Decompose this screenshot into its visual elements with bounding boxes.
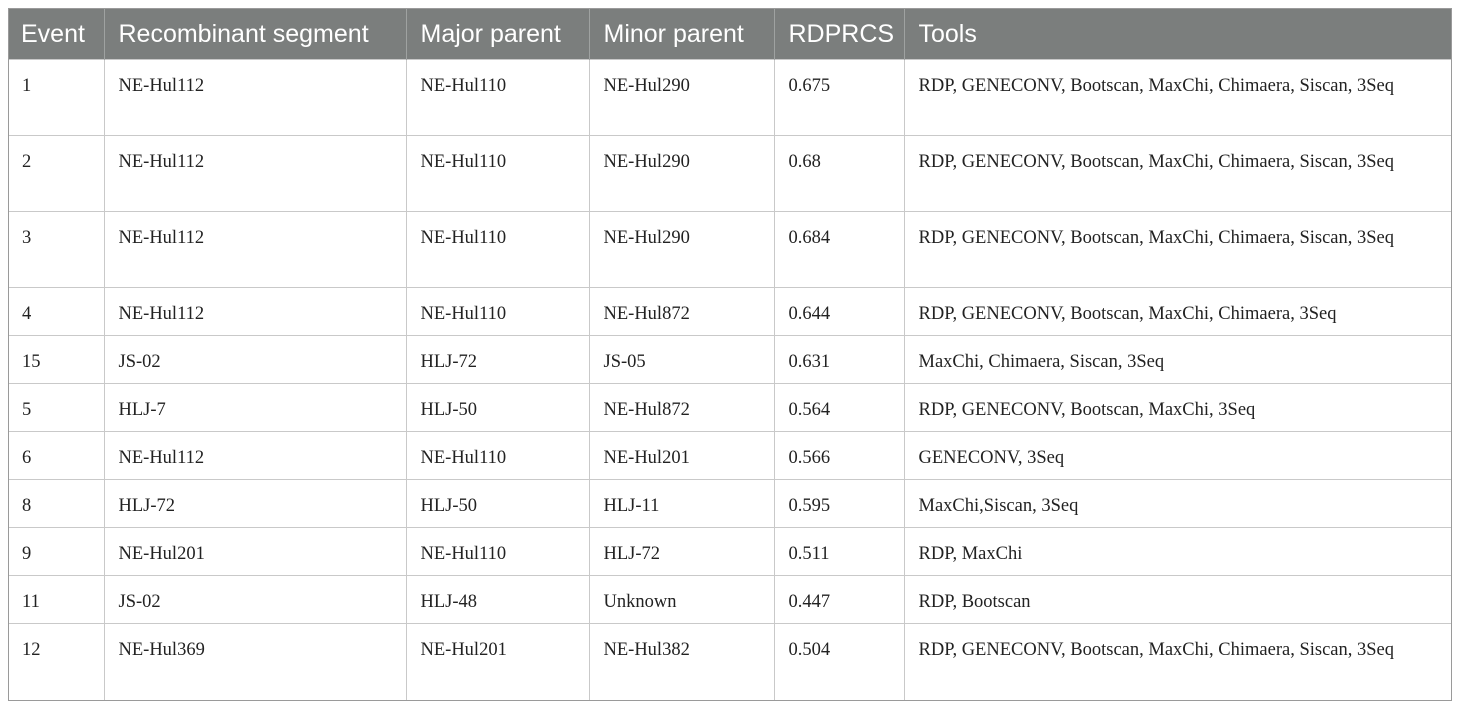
cell-event: 5 (9, 384, 104, 432)
cell-major-parent: HLJ-50 (406, 384, 589, 432)
cell-event: 4 (9, 288, 104, 336)
table-body (9, 60, 1451, 700)
cell-major-parent: NE-Hul201 (406, 624, 589, 700)
cell-event: 15 (9, 336, 104, 384)
table-row (9, 480, 1451, 528)
table-row (9, 576, 1451, 624)
cell-major-parent: HLJ-48 (406, 576, 589, 624)
cell-major-parent: NE-Hul110 (406, 432, 589, 480)
cell-event: 11 (9, 576, 104, 624)
cell-recombinant-segment: JS-02 (104, 576, 406, 624)
cell-event: 12 (9, 624, 104, 700)
cell-recombinant-segment: NE-Hul369 (104, 624, 406, 700)
cell-tools: RDP, GENECONV, Bootscan, MaxChi, Chimaera, 3Seq (904, 288, 1451, 336)
cell-tools: RDP, MaxChi (904, 528, 1451, 576)
table-row (9, 212, 1451, 288)
recombination-events-table (9, 9, 1451, 700)
table-row (9, 528, 1451, 576)
table-row (9, 288, 1451, 336)
header-event: Event (9, 9, 104, 60)
cell-rdprcs: 0.68 (774, 136, 904, 212)
cell-minor-parent: NE-Hul382 (589, 624, 774, 700)
cell-recombinant-segment: NE-Hul112 (104, 288, 406, 336)
cell-recombinant-segment: JS-02 (104, 336, 406, 384)
header-tools: Tools (904, 9, 1451, 60)
cell-event: 6 (9, 432, 104, 480)
table-header (9, 9, 1451, 60)
cell-minor-parent: NE-Hul290 (589, 212, 774, 288)
cell-major-parent: NE-Hul110 (406, 60, 589, 136)
header-rdprcs: RDPRCS (774, 9, 904, 60)
cell-tools: MaxChi, Chimaera, Siscan, 3Seq (904, 336, 1451, 384)
table-row (9, 384, 1451, 432)
cell-recombinant-segment: HLJ-7 (104, 384, 406, 432)
cell-rdprcs: 0.564 (774, 384, 904, 432)
header-recombinant-segment: Recombinant segment (104, 9, 406, 60)
cell-event: 2 (9, 136, 104, 212)
cell-tools: MaxChi,Siscan, 3Seq (904, 480, 1451, 528)
header-major-parent: Major parent (406, 9, 589, 60)
table-row (9, 60, 1451, 136)
cell-event: 1 (9, 60, 104, 136)
cell-minor-parent: NE-Hul201 (589, 432, 774, 480)
cell-tools: RDP, GENECONV, Bootscan, MaxChi, Chimaera, Siscan, 3Seq (904, 212, 1451, 288)
cell-minor-parent: HLJ-72 (589, 528, 774, 576)
cell-rdprcs: 0.631 (774, 336, 904, 384)
cell-rdprcs: 0.566 (774, 432, 904, 480)
cell-major-parent: HLJ-50 (406, 480, 589, 528)
cell-major-parent: NE-Hul110 (406, 288, 589, 336)
cell-recombinant-segment: NE-Hul112 (104, 136, 406, 212)
cell-rdprcs: 0.595 (774, 480, 904, 528)
cell-tools: GENECONV, 3Seq (904, 432, 1451, 480)
cell-major-parent: NE-Hul110 (406, 136, 589, 212)
table-row (9, 336, 1451, 384)
cell-tools: RDP, GENECONV, Bootscan, MaxChi, 3Seq (904, 384, 1451, 432)
header-minor-parent: Minor parent (589, 9, 774, 60)
cell-rdprcs: 0.644 (774, 288, 904, 336)
cell-tools: RDP, GENECONV, Bootscan, MaxChi, Chimaera, Siscan, 3Seq (904, 136, 1451, 212)
cell-recombinant-segment: NE-Hul112 (104, 60, 406, 136)
cell-tools: RDP, GENECONV, Bootscan, MaxChi, Chimaera, Siscan, 3Seq (904, 60, 1451, 136)
recombination-events-table-container (8, 8, 1452, 701)
table-row (9, 432, 1451, 480)
cell-rdprcs: 0.504 (774, 624, 904, 700)
cell-event: 3 (9, 212, 104, 288)
cell-minor-parent: NE-Hul290 (589, 60, 774, 136)
cell-recombinant-segment: NE-Hul201 (104, 528, 406, 576)
cell-minor-parent: Unknown (589, 576, 774, 624)
cell-tools: RDP, Bootscan (904, 576, 1451, 624)
cell-recombinant-segment: HLJ-72 (104, 480, 406, 528)
cell-tools: RDP, GENECONV, Bootscan, MaxChi, Chimaera, Siscan, 3Seq (904, 624, 1451, 700)
cell-minor-parent: NE-Hul872 (589, 384, 774, 432)
cell-rdprcs: 0.447 (774, 576, 904, 624)
cell-recombinant-segment: NE-Hul112 (104, 212, 406, 288)
cell-minor-parent: NE-Hul290 (589, 136, 774, 212)
table-row (9, 136, 1451, 212)
cell-major-parent: NE-Hul110 (406, 528, 589, 576)
cell-major-parent: NE-Hul110 (406, 212, 589, 288)
table-row (9, 624, 1451, 700)
header-row (9, 9, 1451, 60)
cell-minor-parent: HLJ-11 (589, 480, 774, 528)
cell-minor-parent: JS-05 (589, 336, 774, 384)
cell-major-parent: HLJ-72 (406, 336, 589, 384)
cell-minor-parent: NE-Hul872 (589, 288, 774, 336)
cell-event: 9 (9, 528, 104, 576)
cell-recombinant-segment: NE-Hul112 (104, 432, 406, 480)
cell-rdprcs: 0.511 (774, 528, 904, 576)
cell-event: 8 (9, 480, 104, 528)
cell-rdprcs: 0.675 (774, 60, 904, 136)
cell-rdprcs: 0.684 (774, 212, 904, 288)
